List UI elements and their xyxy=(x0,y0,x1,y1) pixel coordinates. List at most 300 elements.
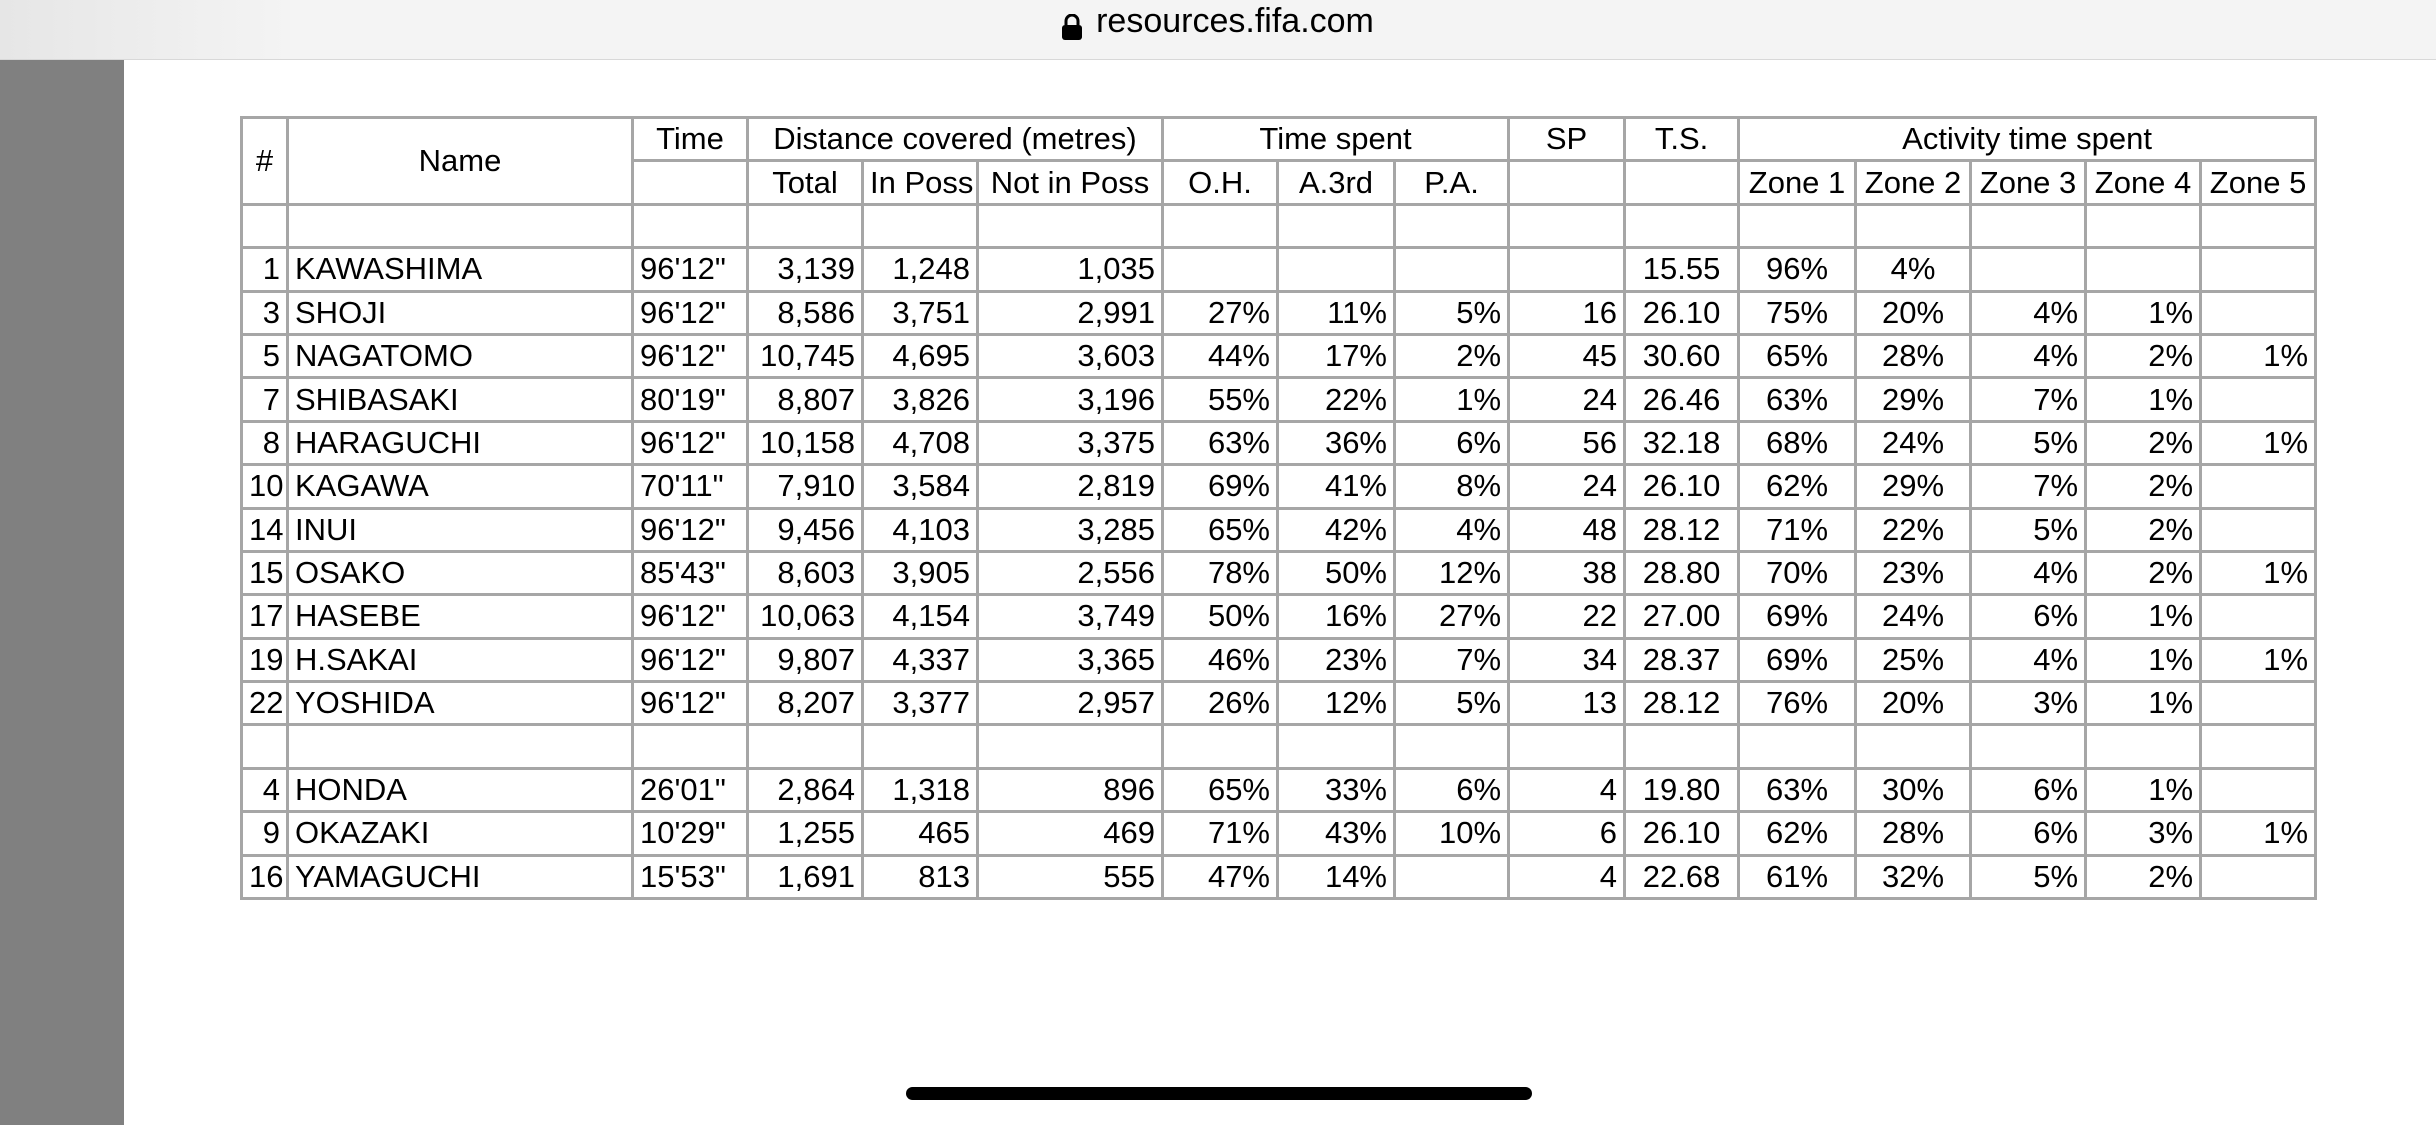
empty-cell xyxy=(1625,725,1739,768)
table-body xyxy=(242,204,2316,898)
table-row xyxy=(242,682,2316,725)
cell-not-in-poss: 3,365 xyxy=(978,638,1163,681)
cell-z1: 69% xyxy=(1739,638,1856,681)
home-indicator[interactable] xyxy=(906,1087,1532,1100)
cell-z2: 20% xyxy=(1856,682,1971,725)
cell-sp: 6 xyxy=(1509,812,1625,855)
cell-in-poss: 3,826 xyxy=(863,378,978,421)
col-header-sp: SP xyxy=(1509,118,1625,161)
empty-cell xyxy=(1163,204,1278,247)
empty-cell xyxy=(748,725,863,768)
cell-ts: 28.37 xyxy=(1625,638,1739,681)
cell-oh: 65% xyxy=(1163,768,1278,811)
cell-z2: 22% xyxy=(1856,508,1971,551)
cell-not-in-poss: 896 xyxy=(978,768,1163,811)
cell-pa: 2% xyxy=(1395,334,1509,377)
table-row xyxy=(242,768,2316,811)
table-row xyxy=(242,378,2316,421)
cell-pa: 6% xyxy=(1395,421,1509,464)
cell-ts: 32.18 xyxy=(1625,421,1739,464)
empty-cell xyxy=(2086,204,2201,247)
cell-z1: 63% xyxy=(1739,378,1856,421)
cell-z5: 1% xyxy=(2201,421,2316,464)
cell-name: OSAKO xyxy=(288,551,633,594)
cell-time: 70'11" xyxy=(633,465,748,508)
cell-total: 10,158 xyxy=(748,421,863,464)
cell-time: 26'01" xyxy=(633,768,748,811)
cell-z3: 7% xyxy=(1971,378,2086,421)
cell-ts: 26.10 xyxy=(1625,812,1739,855)
cell-z4: 1% xyxy=(2086,682,2201,725)
col-subheader-pa: P.A. xyxy=(1395,161,1509,204)
cell-z5 xyxy=(2201,768,2316,811)
cell-z2: 29% xyxy=(1856,465,1971,508)
cell-z3: 5% xyxy=(1971,508,2086,551)
empty-cell xyxy=(2201,725,2316,768)
col-subheader-zone3: Zone 3 xyxy=(1971,161,2086,204)
cell-ts: 26.10 xyxy=(1625,291,1739,334)
cell-a3rd: 12% xyxy=(1278,682,1395,725)
cell-pa: 7% xyxy=(1395,638,1509,681)
cell-in-poss: 465 xyxy=(863,812,978,855)
empty-cell xyxy=(242,204,288,247)
empty-cell xyxy=(288,204,633,247)
empty-cell xyxy=(1625,204,1739,247)
cell-oh: 46% xyxy=(1163,638,1278,681)
col-subheader-a3rd: A.3rd xyxy=(1278,161,1395,204)
cell-z4: 2% xyxy=(2086,465,2201,508)
cell-name: OKAZAKI xyxy=(288,812,633,855)
col-subheader-zone4: Zone 4 xyxy=(2086,161,2201,204)
cell-z4 xyxy=(2086,248,2201,291)
cell-z3 xyxy=(1971,248,2086,291)
cell-ts: 27.00 xyxy=(1625,595,1739,638)
cell-z3: 3% xyxy=(1971,682,2086,725)
cell-sp xyxy=(1509,248,1625,291)
cell-oh: 71% xyxy=(1163,812,1278,855)
cell-z1: 68% xyxy=(1739,421,1856,464)
empty-cell xyxy=(748,204,863,247)
cell-num: 10 xyxy=(242,465,288,508)
cell-in-poss: 3,377 xyxy=(863,682,978,725)
cell-z4: 2% xyxy=(2086,421,2201,464)
cell-not-in-poss: 3,285 xyxy=(978,508,1163,551)
cell-z5 xyxy=(2201,248,2316,291)
cell-z5: 1% xyxy=(2201,551,2316,594)
col-subheader-empty xyxy=(1625,161,1739,204)
cell-sp: 24 xyxy=(1509,465,1625,508)
table-row xyxy=(242,638,2316,681)
cell-z2: 24% xyxy=(1856,421,1971,464)
cell-in-poss: 4,708 xyxy=(863,421,978,464)
cell-oh: 27% xyxy=(1163,291,1278,334)
col-header-distance: Distance covered (metres) xyxy=(748,118,1163,161)
cell-z1: 61% xyxy=(1739,855,1856,898)
cell-name: HONDA xyxy=(288,768,633,811)
cell-sp: 22 xyxy=(1509,595,1625,638)
cell-sp: 4 xyxy=(1509,855,1625,898)
empty-cell xyxy=(1278,204,1395,247)
cell-name: KAWASHIMA xyxy=(288,248,633,291)
cell-time: 96'12" xyxy=(633,248,748,291)
cell-not-in-poss: 3,749 xyxy=(978,595,1163,638)
cell-z4: 2% xyxy=(2086,855,2201,898)
table-row xyxy=(242,291,2316,334)
table-row xyxy=(242,465,2316,508)
url-text: resources.fifa.com xyxy=(1096,1,1374,40)
cell-sp: 56 xyxy=(1509,421,1625,464)
cell-pa: 5% xyxy=(1395,291,1509,334)
cell-num: 16 xyxy=(242,855,288,898)
empty-cell xyxy=(1509,725,1625,768)
cell-not-in-poss: 3,196 xyxy=(978,378,1163,421)
cell-not-in-poss: 1,035 xyxy=(978,248,1163,291)
cell-z3: 6% xyxy=(1971,768,2086,811)
cell-num: 8 xyxy=(242,421,288,464)
cell-total: 9,807 xyxy=(748,638,863,681)
cell-z3: 4% xyxy=(1971,638,2086,681)
empty-cell xyxy=(863,204,978,247)
cell-time: 96'12" xyxy=(633,682,748,725)
col-subheader-zone1: Zone 1 xyxy=(1739,161,1856,204)
cell-z5 xyxy=(2201,465,2316,508)
cell-num: 15 xyxy=(242,551,288,594)
cell-total: 9,456 xyxy=(748,508,863,551)
cell-z2: 23% xyxy=(1856,551,1971,594)
cell-oh xyxy=(1163,248,1278,291)
cell-time: 85'43" xyxy=(633,551,748,594)
table-row xyxy=(242,855,2316,898)
cell-ts: 26.10 xyxy=(1625,465,1739,508)
cell-z3: 4% xyxy=(1971,291,2086,334)
cell-in-poss: 3,905 xyxy=(863,551,978,594)
cell-in-poss: 4,337 xyxy=(863,638,978,681)
cell-total: 3,139 xyxy=(748,248,863,291)
cell-z5 xyxy=(2201,378,2316,421)
col-header-ts: T.S. xyxy=(1625,118,1739,161)
table-row xyxy=(242,551,2316,594)
cell-z1: 71% xyxy=(1739,508,1856,551)
col-header-activity: Activity time spent xyxy=(1739,118,2316,161)
cell-not-in-poss: 3,375 xyxy=(978,421,1163,464)
cell-z1: 65% xyxy=(1739,334,1856,377)
col-subheader-in-poss: In Poss xyxy=(863,161,978,204)
col-header-time-spent: Time spent xyxy=(1163,118,1509,161)
empty-cell xyxy=(978,204,1163,247)
col-subheader-oh: O.H. xyxy=(1163,161,1278,204)
cell-z5 xyxy=(2201,682,2316,725)
cell-name: INUI xyxy=(288,508,633,551)
cell-time: 96'12" xyxy=(633,291,748,334)
cell-a3rd: 11% xyxy=(1278,291,1395,334)
cell-ts: 28.12 xyxy=(1625,682,1739,725)
empty-cell xyxy=(1739,204,1856,247)
empty-cell xyxy=(1971,204,2086,247)
cell-name: YAMAGUCHI xyxy=(288,855,633,898)
cell-total: 7,910 xyxy=(748,465,863,508)
col-subheader-zone2: Zone 2 xyxy=(1856,161,1971,204)
player-stats-table xyxy=(240,116,2317,900)
cell-z4: 2% xyxy=(2086,508,2201,551)
cell-oh: 65% xyxy=(1163,508,1278,551)
cell-oh: 69% xyxy=(1163,465,1278,508)
cell-num: 14 xyxy=(242,508,288,551)
cell-sp: 34 xyxy=(1509,638,1625,681)
col-subheader-empty xyxy=(633,161,748,204)
empty-cell xyxy=(1509,204,1625,247)
lock-icon xyxy=(1062,10,1082,36)
cell-time: 80'19" xyxy=(633,378,748,421)
cell-z5 xyxy=(2201,855,2316,898)
cell-z1: 76% xyxy=(1739,682,1856,725)
cell-z3: 5% xyxy=(1971,855,2086,898)
cell-time: 96'12" xyxy=(633,421,748,464)
cell-z2: 28% xyxy=(1856,812,1971,855)
cell-total: 8,807 xyxy=(748,378,863,421)
cell-not-in-poss: 2,819 xyxy=(978,465,1163,508)
browser-address-bar[interactable] xyxy=(0,0,2436,60)
empty-cell xyxy=(1163,725,1278,768)
cell-num: 17 xyxy=(242,595,288,638)
cell-a3rd: 50% xyxy=(1278,551,1395,594)
cell-total: 1,255 xyxy=(748,812,863,855)
cell-name: NAGATOMO xyxy=(288,334,633,377)
cell-sp: 16 xyxy=(1509,291,1625,334)
cell-z2: 29% xyxy=(1856,378,1971,421)
cell-z2: 28% xyxy=(1856,334,1971,377)
cell-not-in-poss: 2,957 xyxy=(978,682,1163,725)
cell-sp: 45 xyxy=(1509,334,1625,377)
cell-in-poss: 813 xyxy=(863,855,978,898)
cell-sp: 4 xyxy=(1509,768,1625,811)
empty-cell xyxy=(1395,725,1509,768)
side-panel xyxy=(0,60,124,1125)
cell-z1: 96% xyxy=(1739,248,1856,291)
cell-oh: 78% xyxy=(1163,551,1278,594)
cell-oh: 63% xyxy=(1163,421,1278,464)
empty-cell xyxy=(633,725,748,768)
cell-pa xyxy=(1395,855,1509,898)
cell-a3rd: 22% xyxy=(1278,378,1395,421)
empty-cell xyxy=(633,204,748,247)
empty-cell xyxy=(2201,204,2316,247)
spacer-row xyxy=(242,725,2316,768)
cell-num: 22 xyxy=(242,682,288,725)
cell-not-in-poss: 469 xyxy=(978,812,1163,855)
cell-total: 10,063 xyxy=(748,595,863,638)
cell-pa: 8% xyxy=(1395,465,1509,508)
cell-time: 96'12" xyxy=(633,334,748,377)
cell-total: 8,207 xyxy=(748,682,863,725)
empty-cell xyxy=(1278,725,1395,768)
cell-a3rd: 23% xyxy=(1278,638,1395,681)
cell-z4: 2% xyxy=(2086,334,2201,377)
cell-z1: 70% xyxy=(1739,551,1856,594)
cell-sp: 48 xyxy=(1509,508,1625,551)
cell-num: 9 xyxy=(242,812,288,855)
cell-num: 4 xyxy=(242,768,288,811)
cell-pa xyxy=(1395,248,1509,291)
cell-z1: 75% xyxy=(1739,291,1856,334)
cell-name: H.SAKAI xyxy=(288,638,633,681)
cell-ts: 19.80 xyxy=(1625,768,1739,811)
cell-z1: 62% xyxy=(1739,812,1856,855)
cell-num: 3 xyxy=(242,291,288,334)
table-row xyxy=(242,421,2316,464)
cell-a3rd xyxy=(1278,248,1395,291)
cell-num: 19 xyxy=(242,638,288,681)
cell-z5 xyxy=(2201,291,2316,334)
cell-a3rd: 43% xyxy=(1278,812,1395,855)
cell-oh: 47% xyxy=(1163,855,1278,898)
cell-z3: 4% xyxy=(1971,551,2086,594)
col-header-number: # xyxy=(242,118,288,205)
cell-z1: 63% xyxy=(1739,768,1856,811)
cell-oh: 44% xyxy=(1163,334,1278,377)
col-header-name: Name xyxy=(288,118,633,205)
cell-z4: 3% xyxy=(2086,812,2201,855)
col-header-time: Time xyxy=(633,118,748,161)
cell-pa: 12% xyxy=(1395,551,1509,594)
cell-z5: 1% xyxy=(2201,812,2316,855)
cell-a3rd: 33% xyxy=(1278,768,1395,811)
cell-total: 8,586 xyxy=(748,291,863,334)
col-subheader-not-in-poss: Not in Poss xyxy=(978,161,1163,204)
cell-total: 1,691 xyxy=(748,855,863,898)
cell-oh: 55% xyxy=(1163,378,1278,421)
cell-z3: 7% xyxy=(1971,465,2086,508)
cell-in-poss: 1,318 xyxy=(863,768,978,811)
cell-in-poss: 1,248 xyxy=(863,248,978,291)
empty-cell xyxy=(1395,204,1509,247)
cell-z2: 25% xyxy=(1856,638,1971,681)
cell-a3rd: 16% xyxy=(1278,595,1395,638)
empty-cell xyxy=(1856,204,1971,247)
cell-num: 7 xyxy=(242,378,288,421)
cell-z1: 62% xyxy=(1739,465,1856,508)
empty-cell xyxy=(1739,725,1856,768)
cell-oh: 26% xyxy=(1163,682,1278,725)
cell-z5: 1% xyxy=(2201,638,2316,681)
cell-time: 96'12" xyxy=(633,638,748,681)
cell-in-poss: 4,103 xyxy=(863,508,978,551)
empty-cell xyxy=(242,725,288,768)
cell-z1: 69% xyxy=(1739,595,1856,638)
empty-cell xyxy=(1856,725,1971,768)
cell-a3rd: 14% xyxy=(1278,855,1395,898)
cell-pa: 4% xyxy=(1395,508,1509,551)
cell-z2: 4% xyxy=(1856,248,1971,291)
cell-z4: 2% xyxy=(2086,551,2201,594)
cell-ts: 30.60 xyxy=(1625,334,1739,377)
empty-cell xyxy=(863,725,978,768)
cell-not-in-poss: 2,991 xyxy=(978,291,1163,334)
cell-time: 96'12" xyxy=(633,595,748,638)
url-display[interactable] xyxy=(0,0,2436,42)
cell-a3rd: 42% xyxy=(1278,508,1395,551)
table-row xyxy=(242,248,2316,291)
col-subheader-zone5: Zone 5 xyxy=(2201,161,2316,204)
cell-total: 8,603 xyxy=(748,551,863,594)
table-row xyxy=(242,508,2316,551)
cell-z2: 32% xyxy=(1856,855,1971,898)
cell-name: KAGAWA xyxy=(288,465,633,508)
col-subheader-empty xyxy=(1509,161,1625,204)
cell-ts: 22.68 xyxy=(1625,855,1739,898)
cell-sp: 38 xyxy=(1509,551,1625,594)
cell-name: SHOJI xyxy=(288,291,633,334)
cell-total: 2,864 xyxy=(748,768,863,811)
cell-pa: 1% xyxy=(1395,378,1509,421)
cell-pa: 27% xyxy=(1395,595,1509,638)
table-row xyxy=(242,334,2316,377)
cell-z5 xyxy=(2201,595,2316,638)
cell-z4: 1% xyxy=(2086,638,2201,681)
cell-sp: 24 xyxy=(1509,378,1625,421)
cell-not-in-poss: 3,603 xyxy=(978,334,1163,377)
cell-z2: 30% xyxy=(1856,768,1971,811)
cell-in-poss: 4,695 xyxy=(863,334,978,377)
col-subheader-total: Total xyxy=(748,161,863,204)
cell-name: SHIBASAKI xyxy=(288,378,633,421)
cell-num: 1 xyxy=(242,248,288,291)
cell-time: 96'12" xyxy=(633,508,748,551)
cell-not-in-poss: 555 xyxy=(978,855,1163,898)
cell-pa: 5% xyxy=(1395,682,1509,725)
header-row-top xyxy=(242,118,2316,161)
cell-a3rd: 41% xyxy=(1278,465,1395,508)
empty-cell xyxy=(288,725,633,768)
cell-in-poss: 3,584 xyxy=(863,465,978,508)
cell-z3: 6% xyxy=(1971,812,2086,855)
cell-name: HARAGUCHI xyxy=(288,421,633,464)
cell-sp: 13 xyxy=(1509,682,1625,725)
cell-z2: 24% xyxy=(1856,595,1971,638)
cell-z5: 1% xyxy=(2201,334,2316,377)
cell-a3rd: 36% xyxy=(1278,421,1395,464)
cell-pa: 10% xyxy=(1395,812,1509,855)
cell-z4: 1% xyxy=(2086,378,2201,421)
empty-cell xyxy=(1971,725,2086,768)
cell-pa: 6% xyxy=(1395,768,1509,811)
cell-time: 15'53" xyxy=(633,855,748,898)
cell-ts: 26.46 xyxy=(1625,378,1739,421)
cell-ts: 15.55 xyxy=(1625,248,1739,291)
empty-cell xyxy=(978,725,1163,768)
cell-ts: 28.80 xyxy=(1625,551,1739,594)
cell-z4: 1% xyxy=(2086,291,2201,334)
cell-time: 10'29" xyxy=(633,812,748,855)
table-row xyxy=(242,595,2316,638)
spacer-row xyxy=(242,204,2316,247)
cell-z4: 1% xyxy=(2086,595,2201,638)
cell-in-poss: 3,751 xyxy=(863,291,978,334)
cell-a3rd: 17% xyxy=(1278,334,1395,377)
cell-num: 5 xyxy=(242,334,288,377)
cell-z2: 20% xyxy=(1856,291,1971,334)
cell-in-poss: 4,154 xyxy=(863,595,978,638)
cell-z3: 5% xyxy=(1971,421,2086,464)
cell-not-in-poss: 2,556 xyxy=(978,551,1163,594)
cell-name: HASEBE xyxy=(288,595,633,638)
table-row xyxy=(242,812,2316,855)
cell-z3: 4% xyxy=(1971,334,2086,377)
cell-oh: 50% xyxy=(1163,595,1278,638)
cell-z5 xyxy=(2201,508,2316,551)
empty-cell xyxy=(2086,725,2201,768)
cell-total: 10,745 xyxy=(748,334,863,377)
cell-z3: 6% xyxy=(1971,595,2086,638)
